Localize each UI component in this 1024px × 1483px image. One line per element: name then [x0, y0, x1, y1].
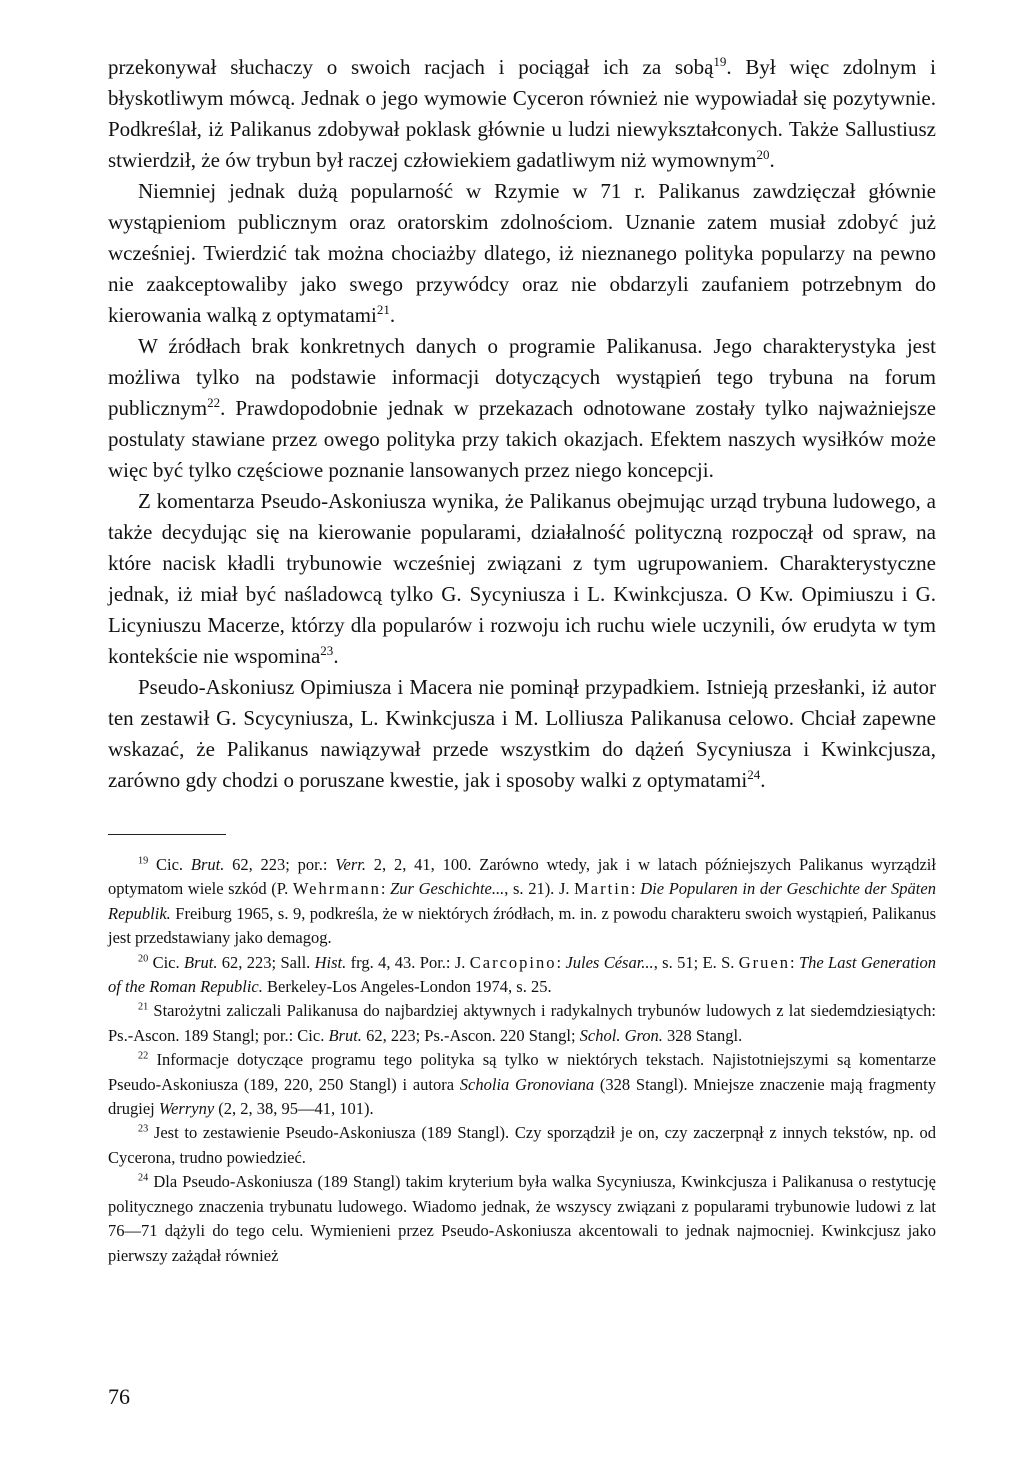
text-run: , s. 21). J. [504, 879, 575, 899]
title-italic: Schol. Gron. [579, 1025, 663, 1045]
text-run: Dla Pseudo-Askoniusza (189 Stangl) takim kryterium była walka Sycyniusza, Kwinkcjusza i Palikanusa o restytucję politycznego znaczenia trybunatu ludowego. Wiadomo jednak, że wszyscy związani z popularami trybunowie ludowi z lat 76—71 dążyli do tego celu. Wymienieni przez Pseudo-Askoniusza akcentowali to jednak najmocniej. Kwinkcjusz jako pierwszy zażądał również [108, 1172, 936, 1265]
footnote-number: 21 [138, 1001, 149, 1013]
text-run: W źródłach brak konkretnych danych o programie Palikanusa. Jego charakterystyka jest możliwa tylko na podstawie informacji dotyczących wystąpień tego trybuna na forum publicznym [108, 334, 936, 420]
paragraph-4 [108, 486, 936, 672]
text-run: Niemniej jednak dużą popularność w Rzymie w 71 r. Palikanus zawdzięczał głównie wystąpieniom publicznym oraz oratorskim zdolnościom. Uznanie zatem musiał zdobyć już wcześniej. Twierdzić tak można chociażby dlatego, iż nieznanego polityka popularzy na pewno nie zaakceptowaliby jako swego przywódcy oraz nie obdarzyli zaufaniem potrzebnym do kierowania walką z optymatami [108, 179, 936, 327]
text-run: Starożytni zaliczali Palikanusa do najbardziej aktywnych i radykalnych trybunów ludowych z lat siedemdziesiątych: Ps.-Ascon. 189 Stangl; por.: Cic. [108, 1001, 936, 1045]
text-run: Jest to zestawienie Pseudo-Askoniusza (189 Stangl). Czy sporządził je on, czy zaczerpnął z innych tekstów, np. od Cycerona, trudno powiedzieć. [108, 1123, 936, 1167]
text-run: przekonywał słuchaczy o swoich racjach i pociągał ich za sobą [108, 55, 714, 79]
text-run: Cic. [148, 952, 184, 972]
text-run: , s. 51; E. S. [653, 952, 739, 972]
author-name: Martin [574, 879, 632, 899]
paragraph-1 [108, 52, 936, 176]
title-italic: Hist. [314, 952, 347, 972]
footnote-number: 20 [138, 953, 149, 965]
title-italic: The Last Generation of the Roman Republic. [108, 952, 936, 997]
footnote-ref-22[interactable]: 22 [207, 395, 221, 410]
title-italic: Jules César... [565, 952, 654, 972]
text-run: Z komentarza Pseudo-Askoniusza wynika, że Palikanus obejmując urząd trybuna ludowego, a także decydując się na kierowanie popularami, działalność polityczną rozpoczął od spraw, na które nacisk kładli trybunowie wcześniej związani z tym ugrupowaniem. Charakterystyczne jednak, iż miał być naśladowcą tylko G. Sycyniusza i L. Kwinkcjusza. O Kw. Opimiuszu i G. Licyniuszu Macerze, którzy dla popularów i rozwoju ich ruchu wiele uczynili, ów erudyta w tym kontekście nie wspomina [108, 489, 936, 668]
paragraph-2 [108, 176, 936, 331]
paragraph-3 [108, 331, 936, 486]
text-run: : [789, 952, 799, 972]
text-run: Berkeley-Los Angeles-London 1974, s. 25. [262, 977, 552, 997]
footnote-21 [108, 999, 936, 1048]
footnote-ref-24[interactable]: 24 [747, 767, 761, 782]
footnote-19 [108, 853, 936, 951]
text-run: . Prawdopodobnie jednak w przekazach odnotowane zostały tylko najważniejsze postulaty stawiane przez owego polityka przy takich okazjach. Efektem naszych wysiłków może więc być tylko częściowe poznanie lansowanych przez niego koncepcji. [108, 396, 936, 482]
footnote-number: 24 [138, 1172, 149, 1184]
text-run: Freiburg 1965, s. 9, podkreśla, że w niektórych źródłach, m. in. z powodu charakteru swoich wystąpień, Palikanus jest przedstawiany jako demagog. [108, 903, 936, 948]
text-run: : [556, 952, 566, 972]
text-run: Informacje dotyczące programu tego polityka są tylko w niektórych tekstach. Najistotniejszymi są komentarze Pseudo-Askoniusza (189, 220, 250 Stangl) i autora [108, 1050, 936, 1094]
footnote-number: 19 [138, 855, 149, 867]
title-italic: Die Popularen in der Geschichte der Späten Republik. [108, 879, 936, 923]
footnote-20 [108, 951, 936, 1000]
footnote-number: 23 [138, 1123, 149, 1135]
text-run: . [760, 768, 766, 792]
footnote-ref-21[interactable]: 21 [376, 302, 390, 317]
text-run: : [631, 879, 641, 899]
author-name: Wehrmann [292, 879, 381, 899]
footnote-ref-23[interactable]: 23 [320, 643, 334, 658]
footnote-24 [108, 1170, 936, 1268]
title-italic: Scholia Gronoviana [459, 1074, 595, 1094]
footnote-separator [108, 834, 226, 835]
title-italic: Brut. [328, 1025, 362, 1045]
text-run: 62, 223; por.: [224, 855, 336, 874]
title-italic: Verr. [335, 855, 366, 874]
footnote-number: 22 [138, 1050, 149, 1062]
text-run: : [380, 879, 391, 899]
title-italic: Zur Geschichte... [390, 879, 505, 899]
text-run: . Był więc zdolnym i błyskotliwym mówcą. Jednak o jego wymowie Cyceron również nie wypowiadał się pozytywnie. Podkreślał, iż Palikanus zdobywał poklask głównie u ludzi niewykształconych. Także Sallustiusz stwierdził, że ów trybun był raczej człowiekiem gadatliwym niż wymownym [108, 55, 936, 172]
page [108, 52, 936, 1268]
text-run: (328 Stangl). Mniejsze znaczenie mają fragmenty drugiej [108, 1074, 937, 1119]
footnote-ref-20[interactable]: 20 [756, 147, 770, 162]
title-italic: Brut. [190, 855, 225, 874]
text-run: (2, 2, 38, 95—41, 101). [214, 1099, 374, 1119]
footnote-ref-19[interactable]: 19 [713, 54, 727, 69]
title-italic: Brut. [183, 952, 218, 972]
text-run: 2, 2, 41, 100. Zarówno wtedy, jak i w latach późniejszych Palikanus wyrządził optymatom wiele szkód (P. [108, 855, 936, 899]
text-run: Pseudo-Askoniusz Opimiusza i Macera nie pominął przypadkiem. Istnieją przesłanki, iż autor ten zestawił G. Scycyniusza, L. Kwinkcjusza i M. Lolliusza Palikanusa celowo. Chciał zapewne wskazać, że Palikanus nawiązywał przede wszystkim do dążeń Sycyniusza i Kwinkcjusza, zarówno gdy chodzi o poruszane kwestie, jak i sposoby walki z optymatami [108, 675, 936, 792]
text-run: . [333, 644, 339, 668]
footnote-22 [108, 1048, 936, 1121]
main-text [108, 52, 936, 796]
text-run: 62, 223; Sall. [217, 952, 315, 972]
text-run: . [769, 148, 775, 172]
text-run: Cic. [148, 855, 191, 874]
text-run: 328 Stangl. [662, 1025, 743, 1045]
footnotes [108, 853, 936, 1268]
author-name: Carcopino [469, 952, 557, 972]
text-run: frg. 4, 43. Por.: J. [346, 952, 470, 972]
title-italic: Werryny [158, 1099, 215, 1119]
footnote-23 [108, 1121, 936, 1170]
text-run: . [389, 303, 396, 327]
page-number: 76 [108, 1384, 130, 1409]
paragraph-5 [108, 672, 936, 796]
text-run: 62, 223; Ps.-Ascon. 220 Stangl; [361, 1025, 580, 1045]
author-name: Gruen [738, 952, 790, 972]
